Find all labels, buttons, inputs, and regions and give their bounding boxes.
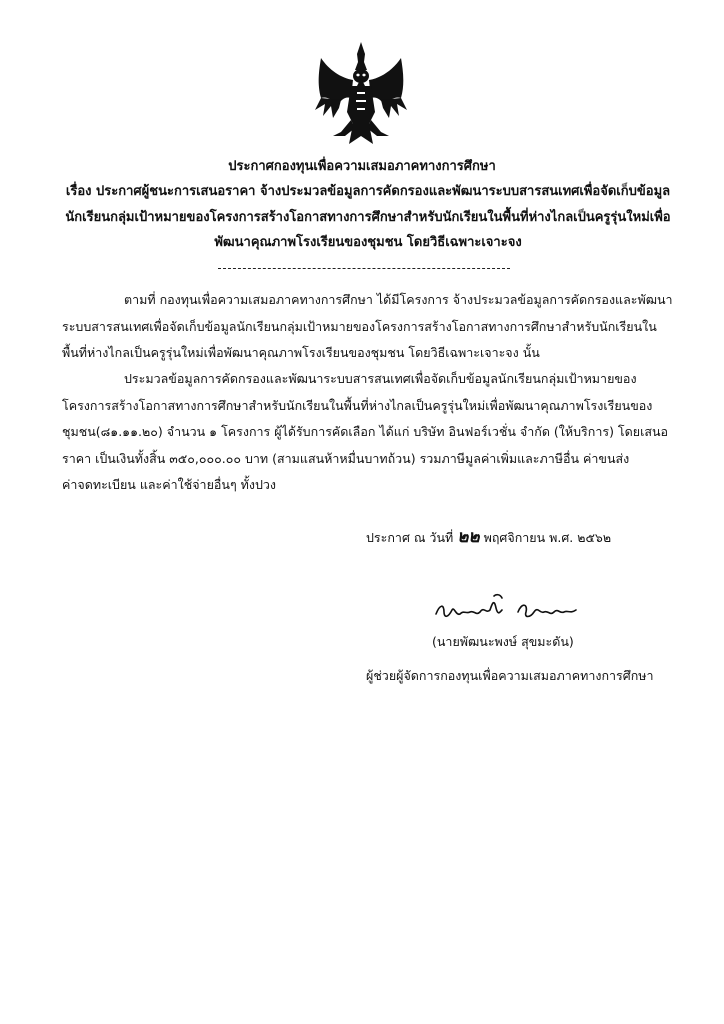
announcement-date — [366, 523, 611, 550]
subject-line: เรื่อง ประกาศผู้ชนะการเสนอราคา จ้างประมวลข้อมูลการคัดกรองและพัฒนาระบบสารสนเทศเพื่อจัดเก็บข้อมูล — [65, 184, 671, 199]
paragraph-line: ประมวลข้อมูลการคัดกรองและพัฒนาระบบสารสนเทศเพื่อจัดเก็บข้อมูลนักเรียนกลุ่มเป้าหมายของ — [124, 371, 637, 386]
paragraph-line: ค่าจดทะเบียน และค่าใช้จ่ายอื่นๆ ทั้งปวง — [62, 477, 277, 492]
paragraph-background — [62, 287, 674, 367]
paragraph-line: ชุมชน(๘๑.๑๑.๒๐) จำนวน ๑ โครงการ ผู้ได้รับการคัดเลือก ได้แก่ บริษัท อินฟอร์เวชั่น จำกัด (ให้บริการ) โดยเสนอ — [62, 424, 669, 439]
announcement-month-year: พฤศจิกายน พ.ศ. ๒๕๖๒ — [483, 530, 612, 545]
announcement-day: ๒๒ — [457, 527, 480, 547]
section-divider — [218, 268, 510, 269]
garuda-emblem-icon — [311, 40, 411, 148]
paragraph-line: โครงการสร้างโอกาสทางการศึกษาสำหรับนักเรียนในพื้นที่ห่างไกลเป็นครูรุ่นใหม่เพื่อพัฒนาคุณภาพโรงเรียนของ — [62, 397, 653, 413]
paragraph-line: พื้นที่ห่างไกลเป็นครูรุ่นใหม่เพื่อพัฒนาคุณภาพโรงเรียนของชุมชน โดยวิธีเฉพาะเจาะจง นั้น — [62, 345, 540, 360]
paragraph-line: ราคา เป็นเงินทั้งสิ้น ๓๕๐,๐๐๐.๐๐ บาท (สามแสนห้าหมื่นบาทถ้วน) รวมภาษีมูลค่าเพิ่มและภาษีอื่น ค่าขนส่ง — [62, 450, 630, 466]
document-subject — [62, 179, 674, 256]
paragraph-line: ระบบสารสนเทศเพื่อจัดเก็บข้อมูลนักเรียนกลุ่มเป้าหมายของโครงการสร้างโอกาสทางการศึกษาสำหรับนักเรียนใน — [62, 318, 657, 334]
paragraph-line: ตามที่ กองทุนเพื่อความเสมอภาคทางการศึกษา ได้มีโครงการ จ้างประมวลข้อมูลการคัดกรองและพัฒนา — [124, 292, 673, 307]
announcement-prefix: ประกาศ ณ วันที่ — [366, 530, 454, 545]
handwritten-signature — [430, 590, 590, 630]
signer-title: ผู้ช่วยผู้จัดการกองทุนเพื่อความเสมอภาคทางการศึกษา — [366, 668, 654, 683]
document-heading: ประกาศกองทุนเพื่อความเสมอภาคทางการศึกษา — [228, 159, 496, 174]
subject-line: พัฒนาคุณภาพโรงเรียนของชุมชน โดยวิธีเฉพาะเจาะจง — [214, 235, 522, 250]
paragraph-award — [62, 366, 674, 499]
signer-name: (นายพัฒนะพงษ์ สุขมะดัน) — [432, 634, 574, 649]
subject-line: นักเรียนกลุ่มเป้าหมายของโครงการสร้างโอกาสทางการศึกษาสำหรับนักเรียนในพื้นที่ห่างไกลเป็นครูรุ่นใหม่เพื่อ — [65, 209, 671, 225]
